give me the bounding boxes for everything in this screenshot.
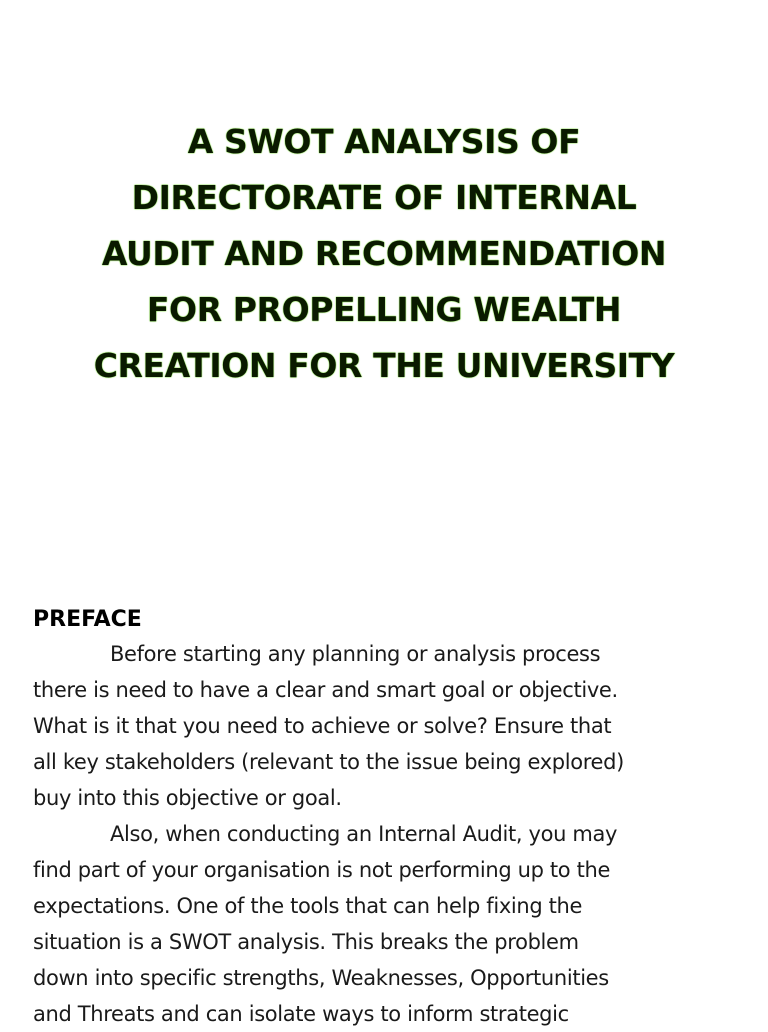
paragraph-line: buy into this objective or goal. [33, 786, 342, 810]
paragraph-line: expectations. One of the tools that can help fixing the [33, 894, 583, 918]
paragraph-line: What is it that you need to achieve or solve? Ensure that [33, 714, 612, 738]
paragraph-line: all key stakeholders (relevant to the issue being explored) [33, 750, 624, 774]
document-title [20, 114, 748, 394]
title-line: A SWOT ANALYSIS OF [187, 122, 581, 161]
title-line: CREATION FOR THE UNIVERSITY [93, 346, 675, 385]
paragraph-line: Also, when conducting an Internal Audit, you may [110, 822, 618, 846]
preface-section [33, 604, 743, 1032]
paragraph-line: Before starting any planning or analysis process [110, 642, 601, 666]
paragraph-line: down into specific strengths, Weaknesses, Opportunities [33, 966, 609, 990]
paragraph-line: and Threats and can isolate ways to inform strategic [33, 1002, 569, 1026]
preface-body [33, 636, 743, 1032]
preface-heading: PREFACE [33, 607, 142, 632]
paragraph-line: there is need to have a clear and smart goal or objective. [33, 678, 618, 702]
paragraph-line: situation is a SWOT analysis. This breaks the problem [33, 930, 579, 954]
paragraph-line: find part of your organisation is not performing up to the [33, 858, 611, 882]
title-line: AUDIT AND RECOMMENDATION [101, 234, 667, 273]
title-line: FOR PROPELLING WEALTH [146, 290, 622, 329]
title-line: DIRECTORATE OF INTERNAL [131, 178, 637, 217]
